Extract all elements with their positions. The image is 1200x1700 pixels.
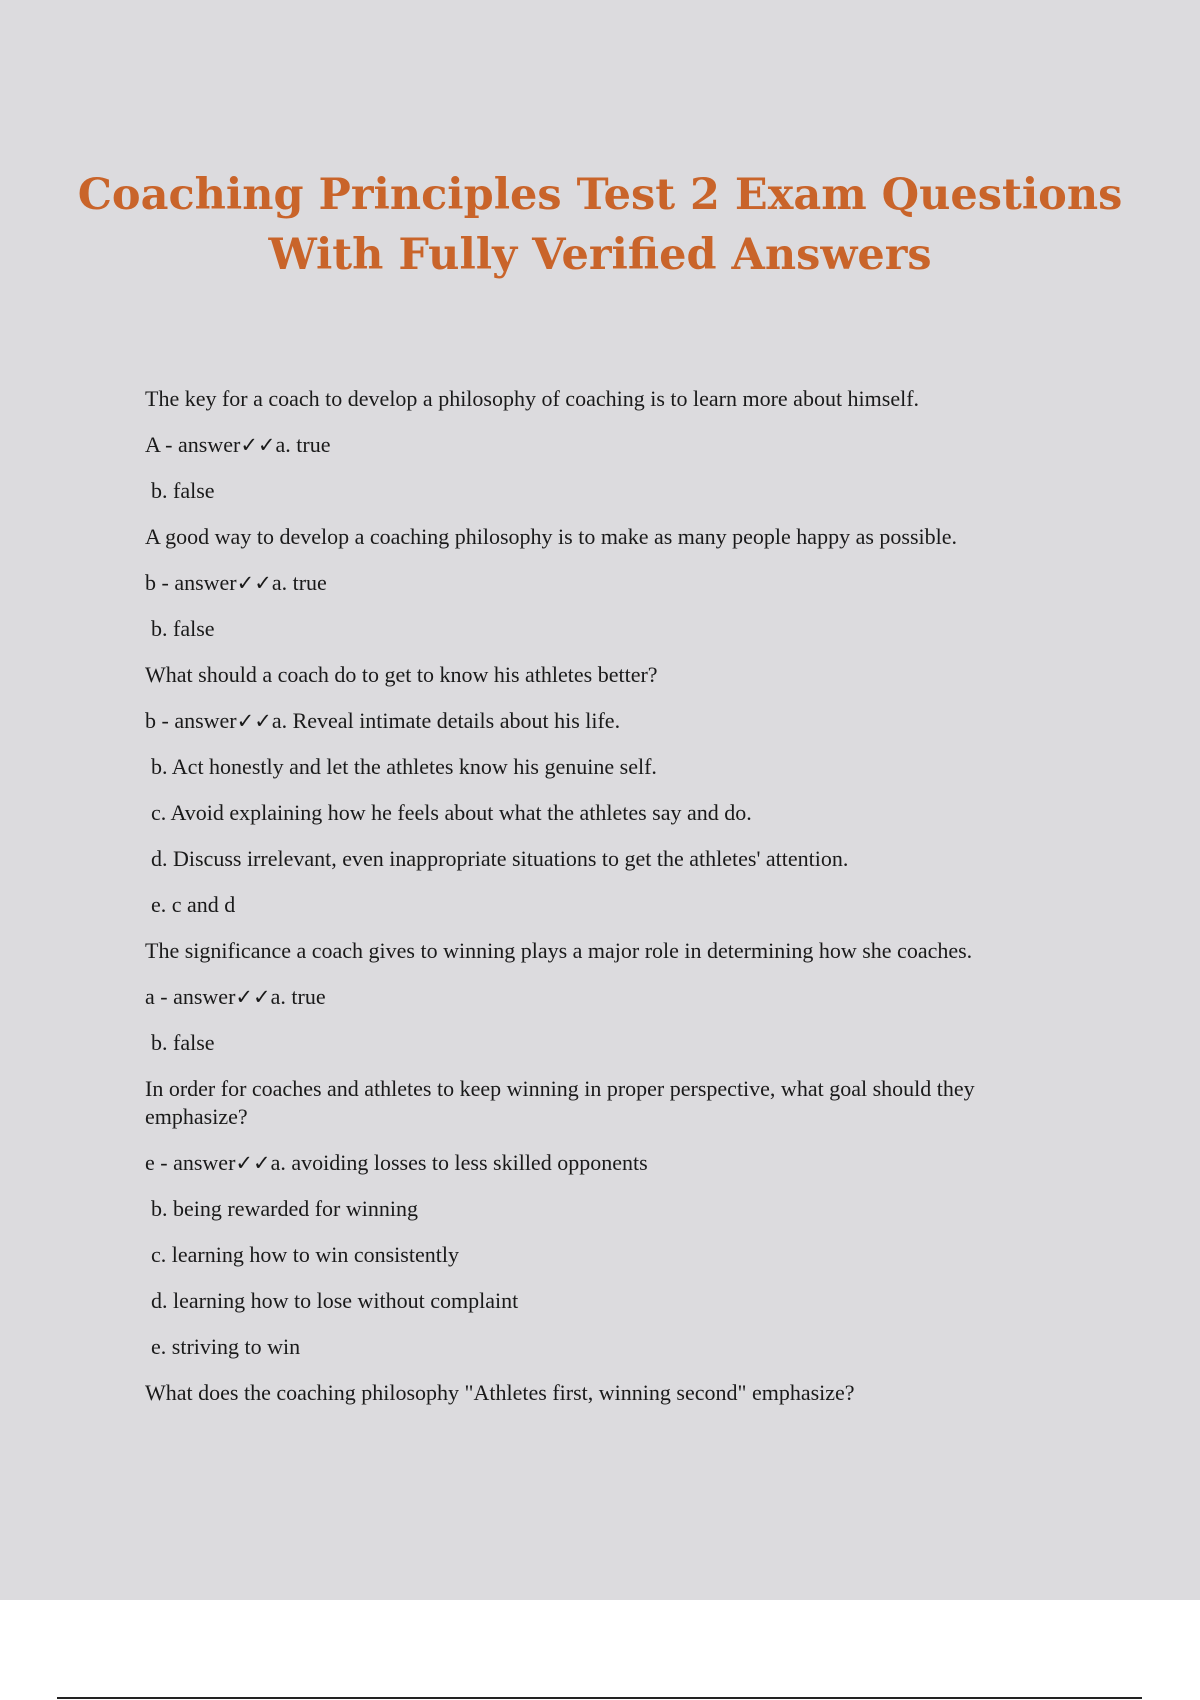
qa-item <box>145 1066 1075 1370</box>
page-divider <box>57 1697 1142 1699</box>
qa-items <box>145 376 1075 1370</box>
qa-item <box>145 376 1075 514</box>
check-mark-icon: ✓✓ <box>236 709 272 733</box>
answer-option: e. c and d <box>151 892 236 917</box>
question-text: A good way to develop a coaching philosophy is to make as many people happy as possible. <box>145 524 958 549</box>
answer-option: c. Avoid explaining how he feels about what the athletes say and do. <box>151 800 752 825</box>
check-mark-icon: ✓✓ <box>235 985 271 1009</box>
question-text: What should a coach do to get to know his athletes better? <box>145 662 658 687</box>
answer-option: d. Discuss irrelevant, even inappropriate situations to get the athletes' attention. <box>151 846 849 871</box>
answer-line <box>145 560 1075 606</box>
answer-option: a. Reveal intimate details about his life. <box>271 708 621 733</box>
qa-item <box>145 928 1075 1066</box>
qa-item <box>145 514 1075 652</box>
title-line-1: Coaching Principles Test 2 Exam Questions <box>77 170 1123 220</box>
check-mark-icon: ✓✓ <box>235 1151 271 1175</box>
check-mark-icon: ✓✓ <box>236 571 272 595</box>
answer-option: c. learning how to win consistently <box>151 1242 459 1267</box>
answer-prefix: e - answer <box>145 1150 236 1175</box>
answer-option: b. false <box>151 478 215 503</box>
answer-option: b. being rewarded for winning <box>151 1196 418 1221</box>
question-text: In order for coaches and athletes to keep winning in proper perspective, what goal should they emphasize? <box>145 1076 975 1129</box>
answer-prefix: A - answer <box>145 432 241 457</box>
answer-line <box>145 974 1075 1020</box>
answer-option: d. learning how to lose without complaint <box>151 1288 519 1313</box>
title-line-2: With Fully Verified Answers <box>268 230 932 280</box>
answer-option: b. false <box>151 616 215 641</box>
question-text: The significance a coach gives to winning plays a major role in determining how she coaches. <box>145 938 973 963</box>
answer-prefix: b - answer <box>145 570 237 595</box>
qa-list <box>145 376 1075 1416</box>
answer-option: e. striving to win <box>151 1334 301 1359</box>
page-gap <box>0 1600 1200 1700</box>
answer-option: a. true <box>270 984 326 1009</box>
answer-prefix: b - answer <box>145 708 237 733</box>
answer-option: b. Act honestly and let the athletes know his genuine self. <box>151 754 657 779</box>
answer-line <box>145 698 1075 744</box>
answer-prefix: a - answer <box>145 984 236 1009</box>
question-text: What does the coaching philosophy "Athletes first, winning second" emphasize? <box>145 1380 855 1405</box>
answer-option: a. true <box>275 432 331 457</box>
qa-item <box>145 652 1075 928</box>
question-text: The key for a coach to develop a philosophy of coaching is to learn more about himself. <box>145 386 920 411</box>
answer-line <box>145 422 1075 468</box>
answer-option: b. false <box>151 1030 215 1055</box>
document-title <box>0 165 1200 285</box>
answer-line <box>145 1140 1075 1186</box>
answer-option: a. avoiding losses to less skilled opponents <box>270 1150 648 1175</box>
answer-option: a. true <box>271 570 327 595</box>
check-mark-icon: ✓✓ <box>240 433 276 457</box>
